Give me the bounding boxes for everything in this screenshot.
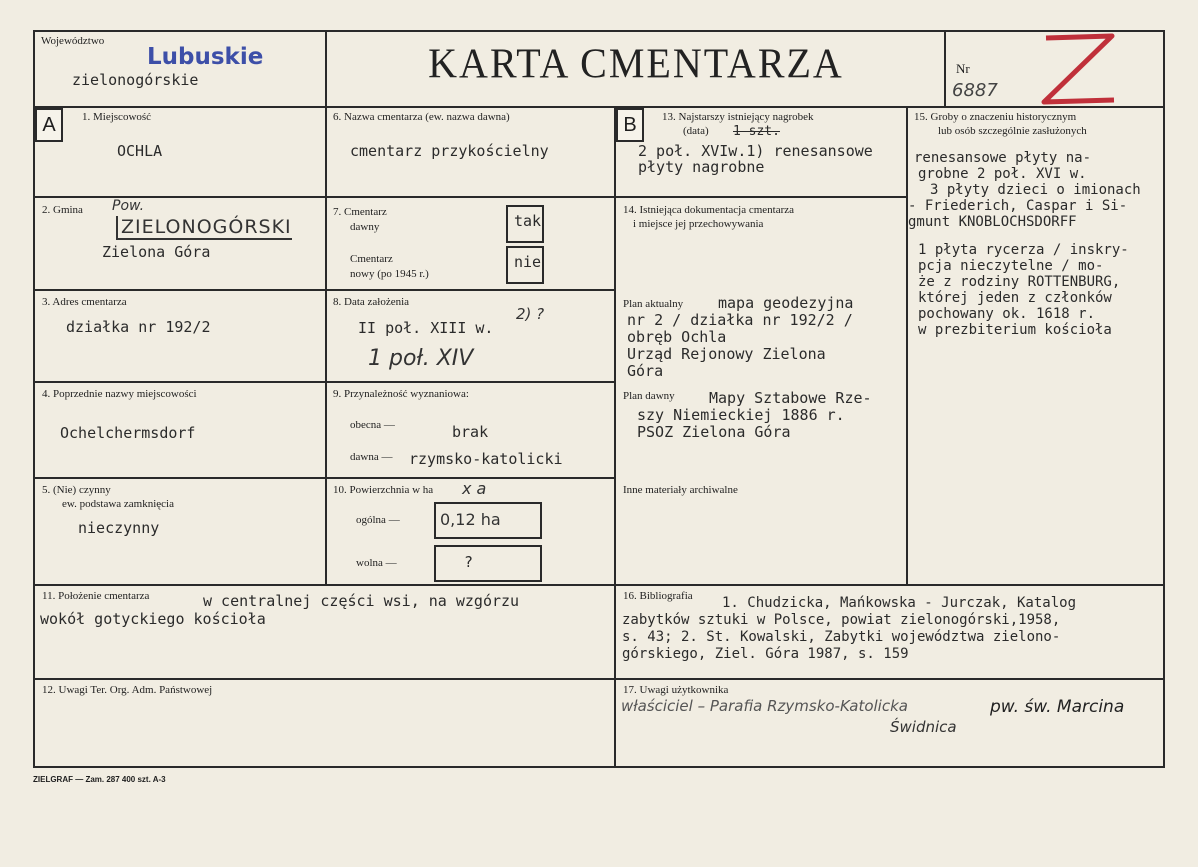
bibliography-line-4: górskiego, Ziel. Góra 1987, s. 159 <box>622 646 909 662</box>
field-15-line-4: - Friederich, Caspar i Si- <box>908 198 1128 214</box>
bibliography-line-1: 1. Chudzicka, Mańkowska - Jurczak, Katalog <box>722 595 1077 611</box>
field-6-label: 6. Nazwa cmentarza (ew. nazwa dawna) <box>333 111 510 123</box>
field-15-line-10: której jeden z członków <box>918 290 1112 306</box>
field-15-line-11: pochowany ok. 1618 r. <box>918 306 1096 322</box>
field-15-line-3: 3 płyty dzieci o imionach <box>930 182 1141 198</box>
field-10-label: 10. Powierzchnia w ha <box>333 484 434 496</box>
field-2-value: Zielona Góra <box>102 243 211 261</box>
field-15-line-9: że z rodziny ROTTENBURG, <box>918 274 1121 290</box>
field-7-nowy-box <box>506 246 544 284</box>
row-line-2 <box>33 289 616 291</box>
field-14-label-2: i miejsce jej przechowywania <box>633 218 764 230</box>
inne-materialy-label: Inne materiały archiwalne <box>623 484 738 496</box>
field-13-label-2: (data) <box>683 125 709 137</box>
field-9-dawna-label: dawna — <box>350 451 393 463</box>
field-8-hand-value: 1 poł. XIV <box>368 346 474 371</box>
field-2-hand-value: ZIELONOGÓRSKI <box>116 216 292 240</box>
row-line-b1 <box>614 196 908 198</box>
field-3-value: działka nr 192/2 <box>66 318 211 336</box>
field-12-label: 12. Uwagi Ter. Org. Adm. Państwowej <box>42 684 213 696</box>
wojewodztwo-typed: zielonogórskie <box>72 71 199 89</box>
field-11-line-1: w centralnej części wsi, na wzgórzu <box>203 592 520 610</box>
bibliography-line-2: zabytków sztuki w Polsce, powiat zielonogórski,1958, <box>622 612 1061 628</box>
header-vline-2 <box>944 30 946 108</box>
plan-aktualny-line-3: obręb Ochla <box>627 328 727 346</box>
field-10-ogolna-box <box>434 502 542 539</box>
field-10-hand-note: x a <box>462 479 487 498</box>
grid-vline-c <box>906 106 908 586</box>
printer-imprint: ZIELGRAF — Zam. 287 400 szt. A-3 <box>33 775 166 784</box>
field-15-line-2: grobne 2 poł. XVI w. <box>918 166 1087 182</box>
field-4-value: Ochelchermsdorf <box>60 424 196 442</box>
field-8-hand-note: 2) ? <box>516 305 545 323</box>
field-8-value: II poł. XIII w. <box>358 319 494 337</box>
field-9-dawna-value: rzymsko-katolicki <box>409 450 563 468</box>
card-title: KARTA CMENTARZA <box>428 39 844 88</box>
plan-aktualny-label: Plan aktualny <box>623 298 684 310</box>
wojewodztwo-label: Województwo <box>41 35 105 47</box>
nr-value: 6887 <box>952 80 998 101</box>
row-line-5 <box>33 584 1165 586</box>
frame-top <box>33 30 1165 32</box>
field-13-value-1: 2 poł. XVIw.1) renesansowe <box>638 142 873 160</box>
field-7-label-4: nowy (po 1945 r.) <box>350 268 429 280</box>
section-a-letter: A <box>35 108 63 142</box>
row-line-4 <box>33 477 616 479</box>
field-11-line-2: wokół gotyckiego kościoła <box>40 610 266 628</box>
grid-vline-a <box>325 106 327 586</box>
field-13-value-2: płyty nagrobne <box>638 158 765 176</box>
field-5-label-2: ew. podstawa zamknięcia <box>62 498 174 510</box>
plan-aktualny-line-5: Góra <box>627 362 664 380</box>
frame-right <box>1163 30 1165 768</box>
field-13-label-1: 13. Najstarszy istniejący nagrobek <box>662 111 814 123</box>
field-13-struck: 1 szt. <box>733 124 780 139</box>
field-10-wolna-value: ? <box>464 553 474 571</box>
field-7-label-2: dawny <box>350 221 380 233</box>
field-15-line-7: 1 płyta rycerza / inskry- <box>918 242 1129 258</box>
field-7-dawny-value: tak <box>514 212 542 230</box>
field-15-label-1: 15. Groby o znaczeniu historycznym <box>914 111 1077 123</box>
header-vline-1 <box>325 30 327 108</box>
field-4-label: 4. Poprzednie nazwy miejscowości <box>42 388 197 400</box>
plan-aktualny-line-4: Urząd Rejonowy Zielona <box>627 345 826 363</box>
field-15-line-12: w prezbiterium kościoła <box>918 322 1112 338</box>
grid-vline-b <box>614 106 616 768</box>
plan-dawny-line-1: Mapy Sztabowe Rze- <box>709 389 872 407</box>
field-9-label: 9. Przynależność wyznaniowa: <box>333 388 469 400</box>
field-16-label: 16. Bibliografia <box>623 590 693 602</box>
field-7-nowy-value: nie <box>514 253 542 271</box>
row-line-3 <box>33 381 616 383</box>
field-1-label: 1. Miejscowość <box>82 111 152 123</box>
field-6-value: cmentarz przykościelny <box>350 142 549 160</box>
field-17-label: 17. Uwagi użytkownika <box>623 684 729 696</box>
plan-aktualny-line-2: nr 2 / działka nr 192/2 / <box>627 311 853 329</box>
field-10-ogolna-label: ogólna — <box>356 514 400 526</box>
field-14-label-1: 14. Istniejąca dokumentacja cmentarza <box>623 204 795 216</box>
field-17-hand-3: Świdnica <box>890 718 957 736</box>
wojewodztwo-stamp: Lubuskie <box>147 44 264 70</box>
frame-bottom <box>33 766 1165 768</box>
field-10-wolna-box <box>434 545 542 582</box>
red-z-mark <box>1038 30 1118 110</box>
field-7-label-3: Cmentarz <box>350 253 393 265</box>
field-10-ogolna-value: 0,12 ha <box>440 510 501 529</box>
field-10-wolna-label: wolna — <box>356 557 397 569</box>
bibliography-line-3: s. 43; 2. St. Kowalski, Zabytki województwa zielono- <box>622 629 1061 645</box>
section-b-letter: B <box>616 108 644 142</box>
field-9-obecna-value: brak <box>452 423 489 441</box>
field-15-line-5: gmunt KNOBLOCHSDORFF <box>908 214 1077 230</box>
field-15-label-2: lub osób szczególnie zasłużonych <box>938 125 1087 137</box>
field-7-label-1: 7. Cmentarz <box>333 206 387 218</box>
plan-dawny-line-3: PSOZ Zielona Góra <box>637 423 791 441</box>
field-15-line-1: renesansowe płyty na- <box>914 150 1092 166</box>
field-1-value: OCHLA <box>117 142 163 160</box>
field-5-value: nieczynny <box>78 519 160 537</box>
field-7-dawny-box <box>506 205 544 243</box>
plan-aktualny-line-1: mapa geodezyjna <box>718 294 854 312</box>
field-5-label-1: 5. (Nie) czynny <box>42 484 111 496</box>
field-9-obecna-label: obecna — <box>350 419 395 431</box>
field-3-label: 3. Adres cmentarza <box>42 296 127 308</box>
plan-dawny-line-2: szy Niemieckiej 1886 r. <box>637 406 845 424</box>
nr-label: Nr <box>956 61 970 76</box>
field-2-hand: Pow. <box>112 198 145 214</box>
field-15-line-8: pcja nieczytelne / mo- <box>918 258 1104 274</box>
field-8-label: 8. Data założenia <box>333 296 410 308</box>
row-line-6 <box>33 678 1165 680</box>
plan-dawny-label: Plan dawny <box>623 390 675 402</box>
field-11-label: 11. Położenie cmentarza <box>42 590 150 602</box>
field-2-label: 2. Gmina <box>42 204 83 216</box>
header-divider <box>33 106 1165 108</box>
field-17-hand-2: pw. św. Marcina <box>990 697 1125 717</box>
field-17-hand-1: właściciel – Parafia Rzymsko-Katolicka <box>621 697 908 715</box>
